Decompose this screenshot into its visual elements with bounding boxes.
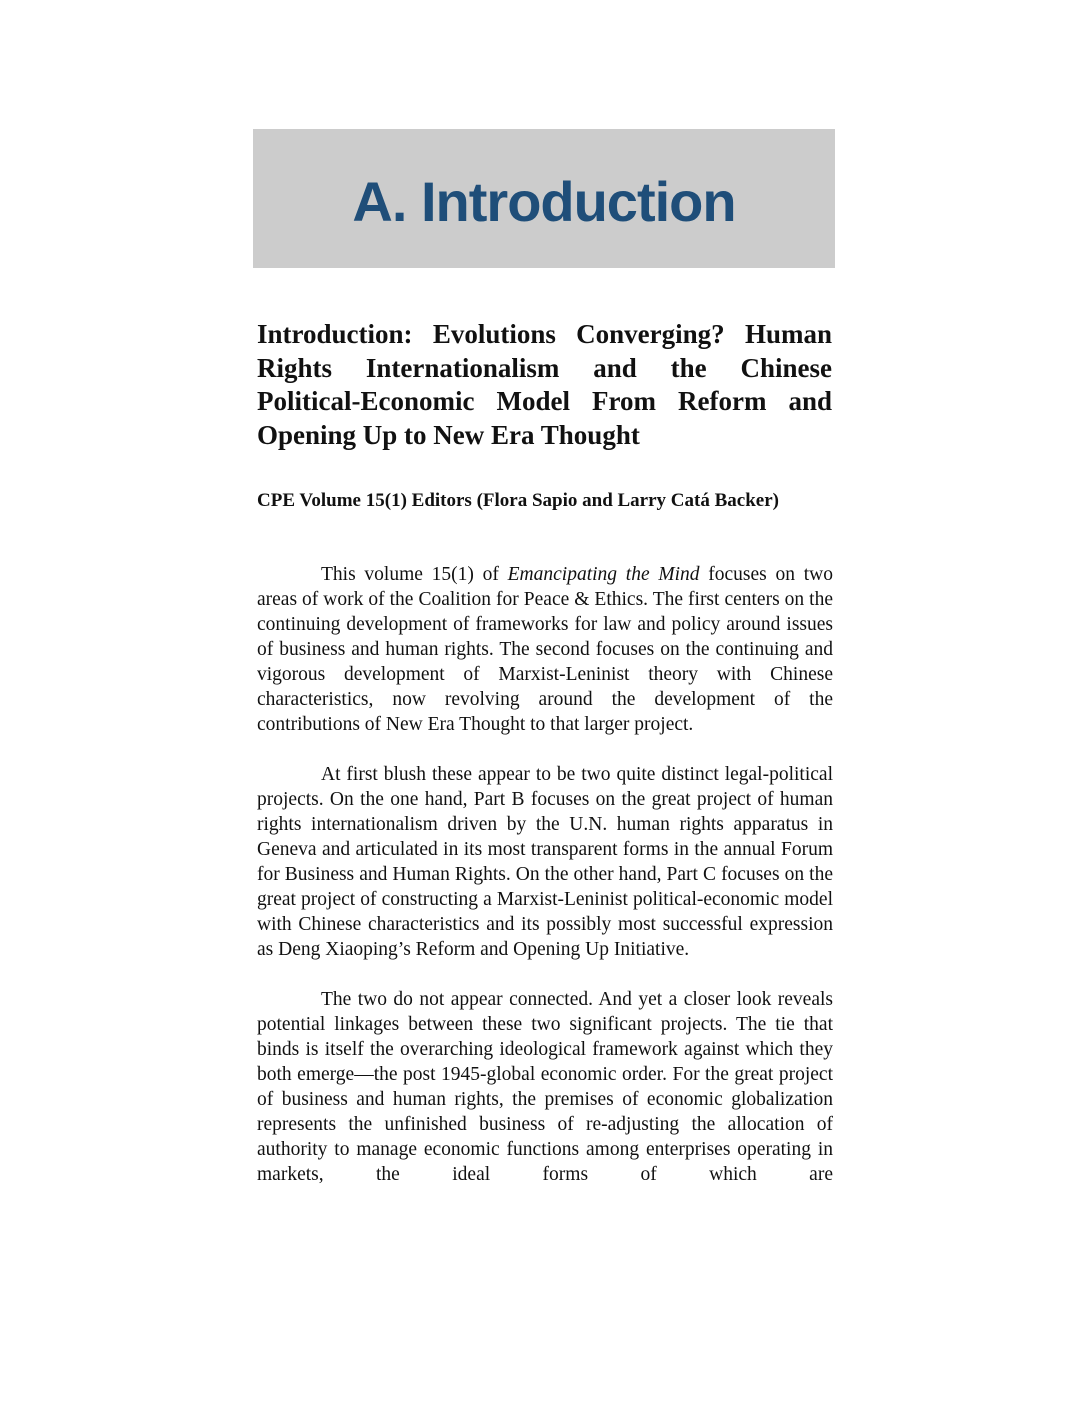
body-paragraph-1 [257, 562, 833, 737]
body-paragraph-2: At first blush these appear to be two quite distinct legal-political projects. On the one hand, Part B focuses on the great project of human rights internationalism driven by the U.N. human rights apparatus in Geneva and articulated in its most transparent forms in the annual Forum for Business and Human Rights. On the other hand, Part C focuses on the great project of constructing a Marxist-Leninist political-economic model with Chinese characteristics and its possibly most successful expression as Deng Xiaoping’s Reform and Opening Up Initiative. [257, 764, 833, 960]
journal-name: Emancipating the Mind [507, 564, 700, 585]
section-title: A. Introduction [352, 170, 736, 233]
article-title: Introduction: Evolutions Converging? Human Rights Internationalism and the Chinese Political-Economic Model From Reform and Opening Up to New Era Thought [257, 319, 832, 450]
section-banner [253, 129, 835, 268]
article-body [257, 562, 833, 1187]
article-editors: CPE Volume 15(1) Editors (Flora Sapio and Larry Catá Backer) [257, 490, 779, 511]
body-paragraph-3: The two do not appear connected. And yet a closer look reveals potential linkages between these two significant projects. The tie that binds is itself the overarching ideological framework against which they both emerge—the post 1945-global economic order. For the great project of business and human rights, the premises of economic globalization represents the unfinished business of re-adjusting the allocation of authority to manage economic functions among enterprises operating in markets, the ideal forms of which are [257, 989, 833, 1185]
p1-text-after: focuses on two areas of work of the Coalition for Peace & Ethics. The first centers on the continuing development of frameworks for law and policy around issues of business and human rights. The second focuses on the continuing and vigorous development of Marxist-Leninist theory with Chinese characteristics, now revolving around the development of the contributions of New Era Thought to that larger project. [257, 564, 834, 735]
p1-text-before: This volume 15(1) of [321, 564, 508, 585]
